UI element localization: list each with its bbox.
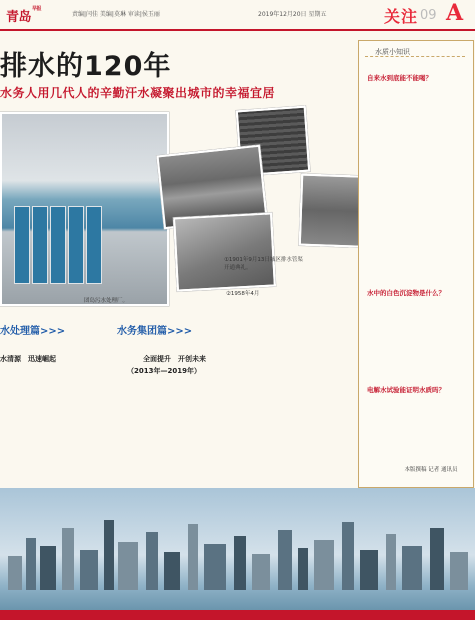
body-column-middle (122, 380, 234, 486)
building-shape (40, 546, 56, 590)
answer-1 (367, 87, 465, 279)
answer-3 (367, 399, 465, 461)
building-shape (252, 554, 270, 590)
building-shape (8, 556, 22, 590)
subhead-mid: 全面提升 开创未来 (143, 355, 206, 363)
building-shape (146, 532, 158, 590)
building-shape (360, 550, 378, 590)
wastewater-plant-photo (0, 112, 169, 306)
building-shape (26, 538, 36, 590)
caption-plant: 团岛污水处理厂。 (84, 298, 129, 304)
header-rule (0, 29, 475, 31)
subhead-mid-years: （2013年—2019年） (127, 367, 201, 375)
building-shape (402, 546, 422, 590)
headline: 排水的120年 (0, 51, 172, 82)
question-1: 自来水到底能不能喝？ (367, 74, 432, 82)
building-shape (118, 542, 138, 590)
footer-bar (0, 610, 475, 620)
issue-date: 2019年12月20日 星期五 (258, 11, 327, 18)
section-letter: A (446, 0, 464, 26)
building-shape (188, 524, 198, 590)
building-shape (234, 536, 246, 590)
question-3: 电解水试验能证明水质吗？ (367, 386, 445, 394)
tank-shape (50, 206, 66, 284)
sidebar-title: 水质小知识 (375, 48, 410, 56)
tank-shape (86, 206, 102, 284)
building-shape (62, 528, 74, 590)
building-shape (314, 540, 334, 590)
sidebar-title-rule (365, 56, 465, 57)
water-quality-sidebar (358, 40, 474, 488)
newspaper-logo: 青岛早报 (6, 6, 42, 25)
tank-shape (32, 206, 48, 284)
page-header (0, 0, 475, 30)
tank-shape (68, 206, 84, 284)
tank-shape (14, 206, 30, 284)
page-number: 09 (420, 8, 437, 23)
caption-1958: ②1958年4月 (226, 291, 260, 297)
building-shape (450, 552, 468, 590)
building-shape (104, 520, 114, 590)
question-2: 水中的白色沉淀物是什么？ (367, 289, 445, 297)
building-shape (204, 544, 226, 590)
editor-credits: 责编|闫佳 美编|莫琳 审读|侯玉丽 (72, 11, 160, 18)
building-shape (342, 522, 354, 590)
section-head-water-treatment: 水处理篇>>> (0, 326, 66, 337)
building-shape (298, 548, 308, 590)
section-head-water-group: 水务集团篇>>> (117, 326, 193, 337)
building-shape (386, 534, 396, 590)
building-shape (278, 530, 292, 590)
sidebar-credit: 本版撰稿 记者 通讯员 (404, 467, 458, 473)
subheadline: 水务人用几代人的辛勤汗水凝聚出城市的幸福宜居 (0, 86, 276, 100)
answer-2 (367, 301, 465, 377)
caption-1901: ①1901年9月13日城区排水管渠开通典礼。 (224, 257, 303, 271)
section-name: 关注 (384, 7, 419, 26)
body-column-right (240, 232, 350, 486)
building-shape (164, 552, 180, 590)
body-column-left (0, 366, 110, 486)
building-shape (80, 550, 98, 590)
building-shape (430, 528, 444, 590)
city-skyline-photo (0, 488, 475, 610)
subhead-left: 水清源 迅速崛起 (0, 355, 56, 363)
